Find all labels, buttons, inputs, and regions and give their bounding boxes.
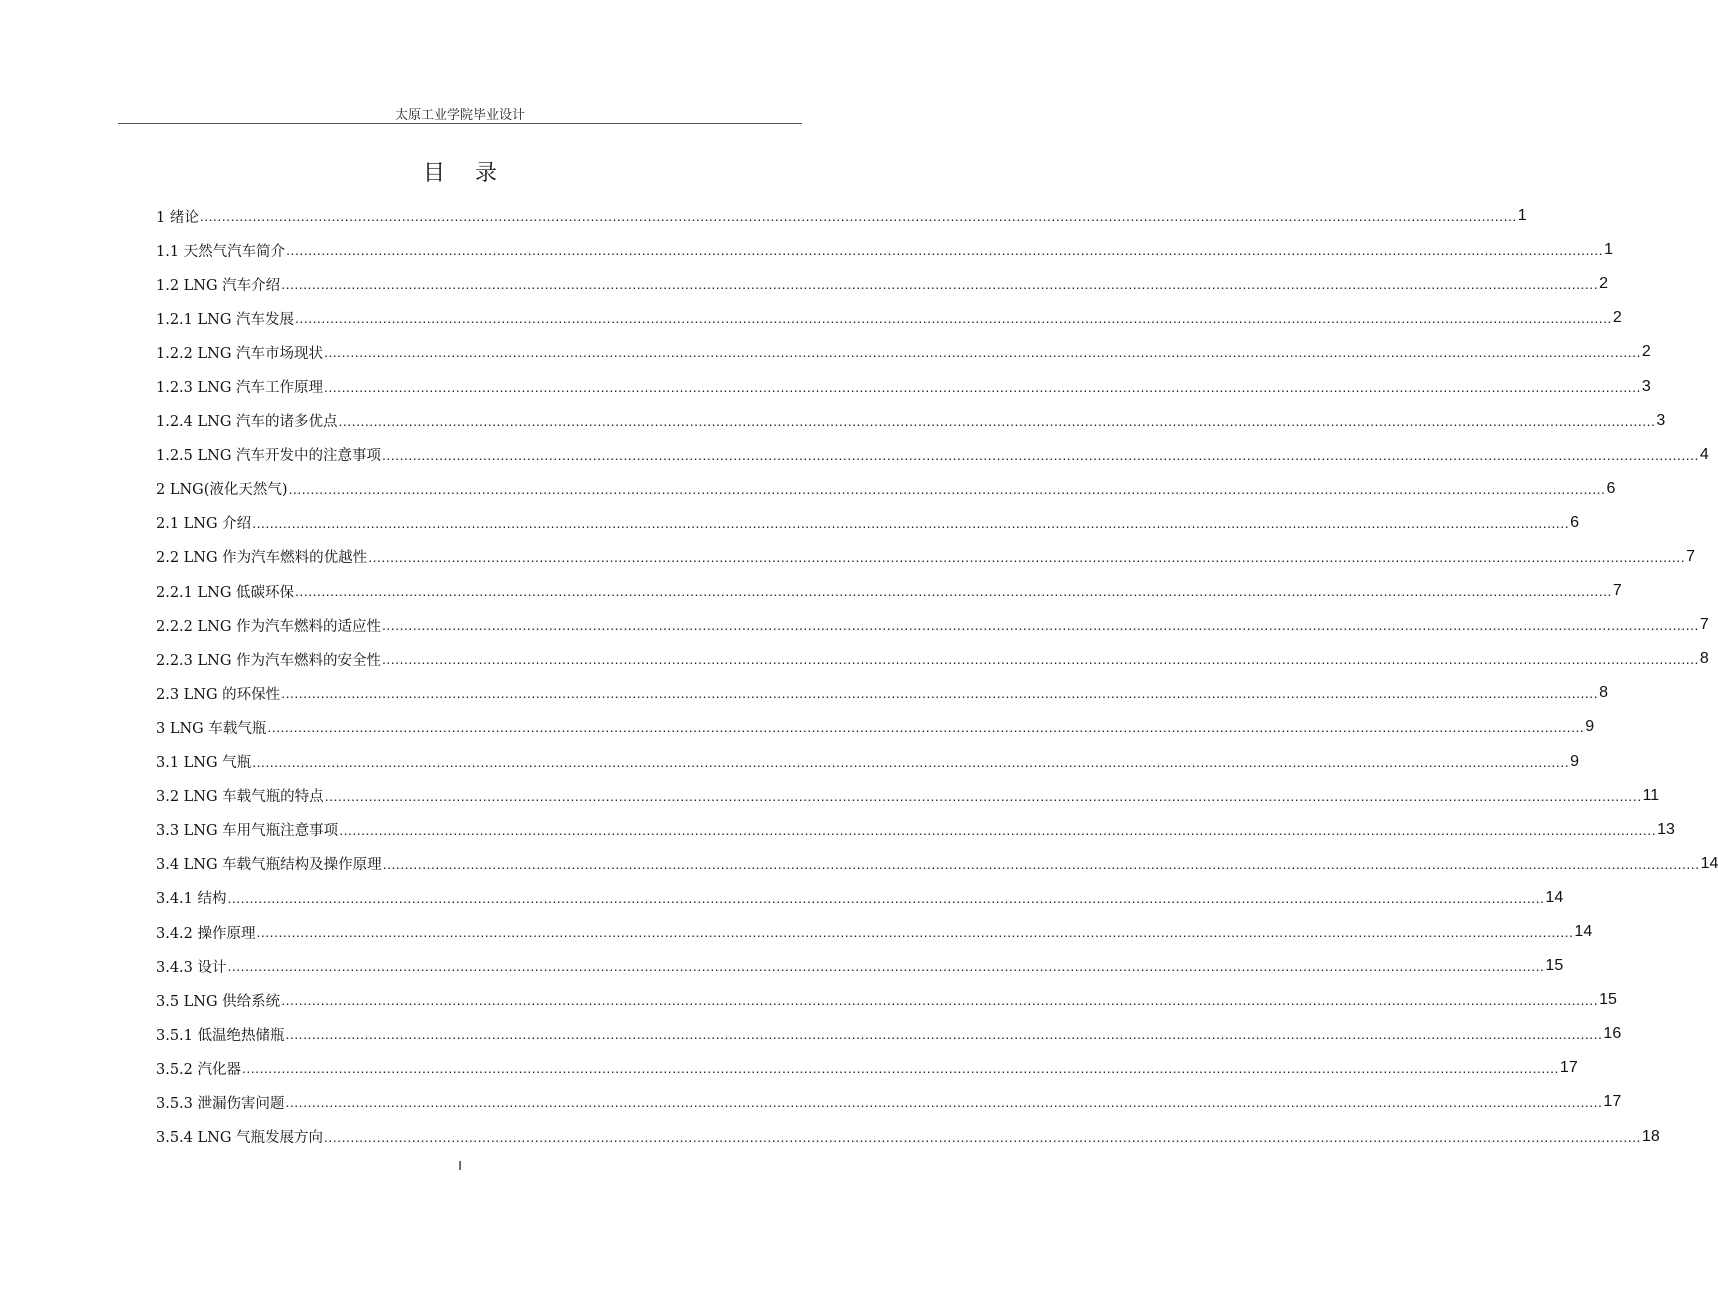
toc-entry-label: 1.2.3 LNG 汽车工作原理: [156, 380, 324, 397]
toc-entry[interactable]: [156, 779, 1660, 813]
toc-entry[interactable]: [156, 847, 1718, 881]
toc-dot-leader: ............................................................................................................................................................................................................................................................................................................: [252, 753, 1570, 770]
toc-entry-page: 15: [1545, 957, 1564, 975]
toc-dot-leader: ............................................................................................................................................................................................................................................................................................................: [288, 480, 1606, 497]
toc-entry[interactable]: [156, 983, 1617, 1017]
toc-entry[interactable]: [156, 710, 1595, 744]
toc-dot-leader: ............................................................................................................................................................................................................................................................................................................: [252, 514, 1570, 531]
toc-dot-leader: ............................................................................................................................................................................................................................................................................................................: [324, 1128, 1641, 1145]
toc-entry-label: 2.1 LNG 介绍: [156, 516, 252, 533]
toc-entry-page: 15: [1599, 991, 1617, 1009]
toc-entry-label: 3.5 LNG 供给系统: [156, 993, 281, 1010]
table-of-contents: [156, 199, 1718, 1154]
toc-dot-leader: ............................................................................................................................................................................................................................................................................................................: [227, 889, 1545, 906]
toc-dot-leader: ............................................................................................................................................................................................................................................................................................................: [281, 276, 1599, 293]
toc-entry-label: 3.1 LNG 气瓶: [156, 755, 252, 772]
toc-dot-leader: ............................................................................................................................................................................................................................................................................................................: [285, 1026, 1603, 1043]
toc-entry-page: 8: [1699, 650, 1709, 668]
toc-dot-leader: ............................................................................................................................................................................................................................................................................................................: [295, 310, 1612, 327]
toc-entry-label: 3.4.2 操作原理: [156, 925, 256, 942]
toc-dot-leader: ............................................................................................................................................................................................................................................................................................................: [281, 992, 1599, 1009]
toc-dot-leader: ............................................................................................................................................................................................................................................................................................................: [382, 446, 1699, 463]
toc-entry-page: 6: [1570, 513, 1579, 531]
toc-entry-page: 17: [1559, 1059, 1578, 1077]
toc-entry-page: 2: [1599, 275, 1608, 293]
toc-entry-page: 7: [1612, 582, 1622, 600]
toc-entry[interactable]: [156, 745, 1579, 779]
toc-entry[interactable]: [156, 233, 1613, 267]
toc-entry-label: 3.5.2 汽化器: [156, 1061, 242, 1078]
toc-entry[interactable]: [156, 642, 1709, 676]
toc-entry-page: 9: [1570, 752, 1579, 770]
toc-title: 目录: [422, 161, 527, 186]
toc-dot-leader: ............................................................................................................................................................................................................................................................................................................: [199, 208, 1517, 225]
toc-entry-label: 1.2 LNG 汽车介绍: [156, 277, 281, 294]
toc-entry-page: 18: [1641, 1127, 1660, 1145]
toc-dot-leader: ............................................................................................................................................................................................................................................................................................................: [382, 651, 1699, 668]
toc-entry-page: 11: [1642, 786, 1660, 804]
toc-entry[interactable]: [156, 1017, 1622, 1051]
toc-entry[interactable]: [156, 1051, 1578, 1085]
toc-entry[interactable]: [156, 301, 1622, 335]
toc-entry[interactable]: [156, 404, 1666, 438]
toc-entry-page: 1: [1517, 207, 1527, 225]
toc-entry-page: 3: [1641, 377, 1651, 395]
toc-entry-page: 13: [1657, 820, 1675, 838]
toc-entry[interactable]: [156, 199, 1527, 233]
toc-entry-label: 3.3 LNG 车用气瓶注意事项: [156, 823, 339, 840]
toc-dot-leader: ............................................................................................................................................................................................................................................................................................................: [285, 1094, 1603, 1111]
toc-entry-label: 1 绪论: [156, 209, 199, 226]
toc-dot-leader: ............................................................................................................................................................................................................................................................................................................: [256, 924, 1574, 941]
toc-entry-label: 3.2 LNG 车载气瓶的特点: [156, 789, 324, 806]
toc-entry-page: 16: [1603, 1025, 1622, 1043]
toc-dot-leader: ............................................................................................................................................................................................................................................................................................................: [382, 617, 1699, 634]
toc-entry-label: 3.5.4 LNG 气瓶发展方向: [156, 1130, 324, 1147]
toc-entry-page: 17: [1603, 1093, 1622, 1111]
toc-entry-page: 14: [1574, 923, 1593, 941]
toc-entry-label: 1.2.1 LNG 汽车发展: [156, 311, 295, 328]
toc-entry-page: 2: [1612, 309, 1622, 327]
toc-entry-page: 6: [1606, 479, 1616, 497]
toc-entry-page: 3: [1656, 411, 1666, 429]
toc-entry-page: 2: [1641, 343, 1651, 361]
toc-entry[interactable]: [156, 1120, 1660, 1154]
toc-entry[interactable]: [156, 438, 1709, 472]
toc-dot-leader: ............................................................................................................................................................................................................................................................................................................: [338, 412, 1656, 429]
toc-dot-leader: ............................................................................................................................................................................................................................................................................................................: [382, 855, 1700, 872]
toc-entry[interactable]: [156, 369, 1651, 403]
toc-entry-page: 7: [1686, 547, 1695, 565]
toc-entry[interactable]: [156, 608, 1709, 642]
toc-entry-label: 1.1 天然气汽车简介: [156, 243, 286, 260]
toc-entry[interactable]: [156, 1085, 1622, 1119]
toc-entry-page: 1: [1604, 241, 1613, 259]
toc-dot-leader: ............................................................................................................................................................................................................................................................................................................: [286, 242, 1604, 259]
toc-entry[interactable]: [156, 472, 1616, 506]
toc-entry[interactable]: [156, 267, 1608, 301]
page-header: 太原工业学院毕业设计: [394, 108, 525, 123]
toc-entry-label: 2.2.2 LNG 作为汽车燃料的适应性: [156, 618, 382, 635]
toc-entry[interactable]: [156, 949, 1564, 983]
toc-entry[interactable]: [156, 574, 1622, 608]
toc-entry[interactable]: [156, 881, 1564, 915]
toc-entry-page: 9: [1585, 718, 1595, 736]
toc-entry-label: 3.5.1 低温绝热储瓶: [156, 1027, 285, 1044]
toc-dot-leader: ............................................................................................................................................................................................................................................................................................................: [324, 344, 1641, 361]
page-number: I: [458, 1158, 462, 1173]
header-divider: [118, 123, 802, 124]
toc-entry-page: 8: [1599, 684, 1608, 702]
toc-entry-label: 2 LNG(液化天然气): [156, 482, 288, 499]
toc-entry[interactable]: [156, 540, 1695, 574]
toc-entry-page: 14: [1545, 888, 1564, 906]
toc-entry-label: 1.2.5 LNG 汽车开发中的注意事项: [156, 448, 382, 465]
toc-dot-leader: ............................................................................................................................................................................................................................................................................................................: [242, 1060, 1559, 1077]
toc-entry[interactable]: [156, 813, 1675, 847]
toc-entry[interactable]: [156, 506, 1579, 540]
toc-dot-leader: ............................................................................................................................................................................................................................................................................................................: [339, 821, 1657, 838]
toc-entry[interactable]: [156, 676, 1608, 710]
toc-entry-label: 3 LNG 车载气瓶: [156, 720, 267, 737]
toc-dot-leader: ............................................................................................................................................................................................................................................................................................................: [368, 548, 1686, 565]
toc-entry-label: 2.2.1 LNG 低碳环保: [156, 584, 295, 601]
toc-entry[interactable]: [156, 915, 1593, 949]
toc-dot-leader: ............................................................................................................................................................................................................................................................................................................: [324, 378, 1641, 395]
toc-entry-page: 14: [1700, 854, 1718, 872]
toc-dot-leader: ............................................................................................................................................................................................................................................................................................................: [267, 719, 1585, 736]
toc-entry-label: 3.4.3 设计: [156, 959, 227, 976]
toc-dot-leader: ............................................................................................................................................................................................................................................................................................................: [281, 685, 1599, 702]
toc-entry-label: 1.2.4 LNG 汽车的诸多优点: [156, 414, 338, 431]
toc-dot-leader: ............................................................................................................................................................................................................................................................................................................: [324, 787, 1642, 804]
toc-entry-label: 2.2 LNG 作为汽车燃料的优越性: [156, 550, 368, 567]
toc-entry-page: 7: [1699, 616, 1709, 634]
toc-entry-page: 4: [1699, 445, 1709, 463]
toc-entry-label: 3.4 LNG 车载气瓶结构及操作原理: [156, 857, 382, 874]
toc-entry[interactable]: [156, 335, 1651, 369]
toc-entry-label: 2.3 LNG 的环保性: [156, 686, 281, 703]
toc-entry-label: 1.2.2 LNG 汽车市场现状: [156, 345, 324, 362]
toc-entry-label: 3.4.1 结构: [156, 891, 227, 908]
toc-entry-label: 3.5.3 泄漏伤害问题: [156, 1095, 285, 1112]
toc-entry-label: 2.2.3 LNG 作为汽车燃料的安全性: [156, 652, 382, 669]
toc-dot-leader: ............................................................................................................................................................................................................................................................................................................: [295, 583, 1612, 600]
toc-dot-leader: ............................................................................................................................................................................................................................................................................................................: [227, 958, 1545, 975]
